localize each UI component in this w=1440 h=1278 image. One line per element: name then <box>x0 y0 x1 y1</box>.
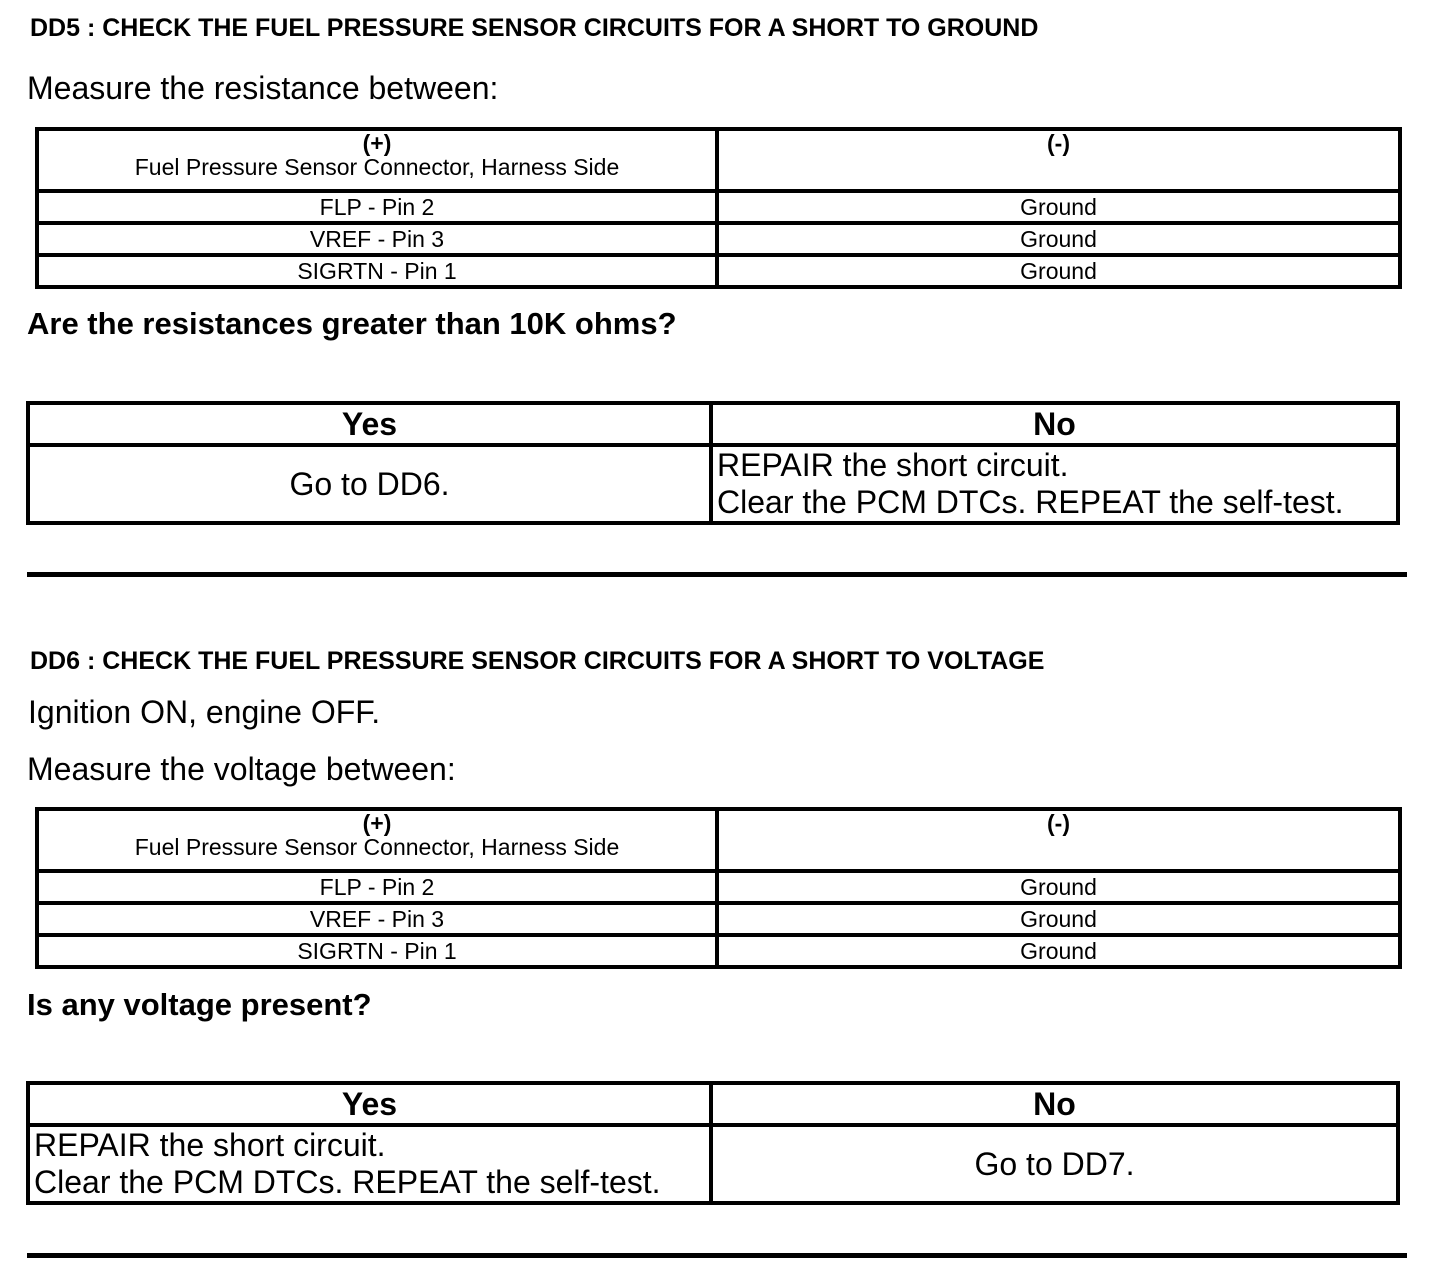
dd5-instruction: Measure the resistance between: <box>27 70 499 106</box>
dd6-yes-action-line1: REPAIR the short circuit. <box>34 1127 386 1163</box>
dd5-measure-header-row <box>37 129 1400 191</box>
dd5-result-table <box>26 401 1400 525</box>
dd5-measure-table <box>35 127 1402 289</box>
dd6-row1-minus: Ground <box>717 871 1400 903</box>
dd5-row2-plus: VREF - Pin 3 <box>37 223 717 255</box>
dd6-header-minus-symbol: (-) <box>1047 810 1070 836</box>
table-row <box>37 255 1400 287</box>
dd6-yes-header: Yes <box>28 1083 711 1125</box>
dd5-header-minus <box>717 129 1400 191</box>
dd5-no-action-line2: Clear the PCM DTCs. REPEAT the self-test. <box>717 484 1344 520</box>
dd5-no-action-line1: REPAIR the short circuit. <box>717 447 1069 483</box>
dd5-row1-plus: FLP - Pin 2 <box>37 191 717 223</box>
dd6-step-title: DD6 : CHECK THE FUEL PRESSURE SENSOR CIRCUITS FOR A SHORT TO VOLTAGE <box>30 647 1045 675</box>
dd6-row3-minus: Ground <box>717 935 1400 967</box>
dd6-header-plus-label: Fuel Pressure Sensor Connector, Harness Side <box>134 834 620 860</box>
table-row <box>37 903 1400 935</box>
dd5-row2-minus: Ground <box>717 223 1400 255</box>
dd6-measure-header-row <box>37 809 1400 871</box>
section-divider <box>27 1253 1407 1258</box>
dd6-yes-action-line2: Clear the PCM DTCs. REPEAT the self-test. <box>34 1164 661 1200</box>
dd5-header-plus-label: Fuel Pressure Sensor Connector, Harness Side <box>134 154 620 180</box>
dd6-row3-plus: SIGRTN - Pin 1 <box>37 935 717 967</box>
table-row <box>28 1125 1398 1203</box>
dd5-header-plus-symbol: (+) <box>362 130 392 156</box>
dd5-header-plus <box>37 129 717 191</box>
table-row <box>37 191 1400 223</box>
dd6-header-minus <box>717 809 1400 871</box>
dd5-row3-minus: Ground <box>717 255 1400 287</box>
table-row <box>37 223 1400 255</box>
dd5-yes-header: Yes <box>28 403 711 445</box>
dd6-no-action: Go to DD7. <box>711 1125 1398 1203</box>
dd5-header-minus-symbol: (-) <box>1047 130 1070 156</box>
dd5-yes-action: Go to DD6. <box>28 445 711 523</box>
table-row <box>28 445 1398 523</box>
dd5-row1-minus: Ground <box>717 191 1400 223</box>
dd6-header-plus <box>37 809 717 871</box>
dd5-no-action <box>711 445 1398 523</box>
dd6-measure-table <box>35 807 1402 969</box>
table-row <box>37 935 1400 967</box>
section-divider <box>27 572 1407 577</box>
dd6-no-header: No <box>711 1083 1398 1125</box>
dd6-header-plus-symbol: (+) <box>362 810 392 836</box>
dd6-row1-plus: FLP - Pin 2 <box>37 871 717 903</box>
dd5-step-title: DD5 : CHECK THE FUEL PRESSURE SENSOR CIRCUITS FOR A SHORT TO GROUND <box>30 14 1039 42</box>
dd6-result-table <box>26 1081 1400 1205</box>
dd6-row2-minus: Ground <box>717 903 1400 935</box>
dd6-yes-action <box>28 1125 711 1203</box>
dd5-question: Are the resistances greater than 10K ohms? <box>27 306 677 341</box>
table-row <box>37 871 1400 903</box>
dd5-no-header: No <box>711 403 1398 445</box>
dd5-row3-plus: SIGRTN - Pin 1 <box>37 255 717 287</box>
dd6-instruction-measure: Measure the voltage between: <box>27 751 456 787</box>
dd6-instruction-ignition: Ignition ON, engine OFF. <box>28 694 381 730</box>
dd6-result-header-row <box>28 1083 1398 1125</box>
dd5-result-header-row <box>28 403 1398 445</box>
dd6-question: Is any voltage present? <box>27 987 372 1022</box>
dd6-row2-plus: VREF - Pin 3 <box>37 903 717 935</box>
